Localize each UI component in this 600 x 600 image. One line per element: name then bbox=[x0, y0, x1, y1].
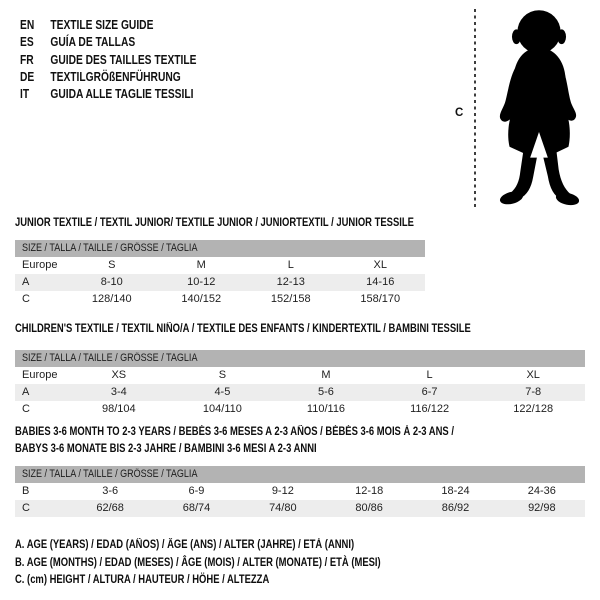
table-cell: 8-10 bbox=[100, 276, 123, 288]
table-cell: 5-6 bbox=[318, 386, 334, 398]
table-cell: 122/128 bbox=[513, 403, 554, 415]
table-cell: 158/170 bbox=[360, 293, 401, 305]
table-row bbox=[15, 257, 425, 274]
table-cell: M bbox=[196, 259, 206, 271]
table-title-babies-line2: BABYS 3-6 MONATE BIS 2-3 JAHRE / BAMBINI 3-6 MESI A 2-3 ANNI bbox=[15, 443, 317, 455]
baby-silhouette-icon bbox=[483, 7, 595, 208]
table-cell: M bbox=[321, 369, 331, 381]
table-row bbox=[15, 401, 585, 418]
table-cell: 116/122 bbox=[410, 403, 450, 415]
row-label: Europe bbox=[22, 369, 58, 381]
table-cell: 18-24 bbox=[441, 485, 470, 497]
lang-code: ES bbox=[20, 35, 34, 50]
row-label: A bbox=[22, 386, 30, 398]
table-cell: L bbox=[287, 259, 294, 271]
lang-label: TEXTILE SIZE GUIDE bbox=[50, 18, 154, 32]
table-cell: 24-36 bbox=[527, 485, 556, 497]
table-title-junior: JUNIOR TEXTILE / TEXTIL JUNIOR/ TEXTILE JUNIOR / JUNIORTEXTIL / JUNIOR TESSILE bbox=[15, 217, 414, 229]
table-cell: 80/86 bbox=[355, 502, 383, 514]
lang-label: GUIDA ALLE TAGLIE TESSILI bbox=[50, 87, 194, 102]
table-cell: S bbox=[218, 369, 227, 381]
lang-row-fr bbox=[20, 52, 197, 69]
lang-row-es bbox=[20, 34, 197, 51]
table-cell: 62/68 bbox=[96, 502, 124, 514]
table-row bbox=[15, 274, 425, 291]
table-cell: 74/80 bbox=[269, 502, 297, 514]
table-title-children: CHILDREN'S TEXTILE / TEXTIL NIÑO/A / TEXTILE DES ENFANTS / KINDERTEXTIL / BAMBINI TESSILE bbox=[15, 323, 471, 335]
table-cell: 14-16 bbox=[366, 276, 395, 288]
table-cell: 3-6 bbox=[102, 485, 119, 497]
height-measure-label: C bbox=[455, 107, 464, 119]
size-header-band: SIZE / TALLA / TAILLE / GRÖSSE / TAGLIA bbox=[15, 350, 585, 367]
table-cell: 68/74 bbox=[182, 502, 211, 514]
table-cell: 4-5 bbox=[214, 386, 231, 398]
lang-row-en bbox=[20, 17, 197, 34]
table-cell: 98/104 bbox=[101, 403, 136, 415]
size-header-band: SIZE / TALLA / TAILLE / GRÖSSE / TAGLIA bbox=[15, 466, 585, 483]
table-cell: L bbox=[426, 369, 433, 381]
table-cell: 140/152 bbox=[181, 293, 222, 305]
table-row bbox=[15, 291, 425, 308]
table-cell: 6-7 bbox=[421, 386, 438, 398]
lang-code: FR bbox=[20, 52, 34, 67]
row-label: A bbox=[22, 276, 30, 288]
junior-size-table bbox=[15, 240, 425, 308]
row-label: C bbox=[22, 293, 30, 305]
table-cell: XL bbox=[526, 369, 540, 381]
size-header-band: SIZE / TALLA / TAILLE / GRÖSSE / TAGLIA bbox=[15, 240, 425, 257]
table-cell: 6-9 bbox=[188, 485, 205, 497]
babies-table-rows bbox=[15, 483, 585, 517]
row-label: C bbox=[22, 502, 30, 514]
row-label: C bbox=[22, 403, 30, 415]
table-row bbox=[15, 483, 585, 500]
table-row bbox=[15, 384, 585, 401]
legend-note-a: A. AGE (YEARS) / EDAD (AÑOS) / ÂGE (ANS) / ALTER (JAHRE) / ETÀ (ANNI) bbox=[15, 539, 355, 551]
table-cell: 12-13 bbox=[276, 276, 305, 288]
lang-code: DE bbox=[20, 69, 35, 84]
lang-code: IT bbox=[20, 87, 30, 102]
table-title-babies-line1: BABIES 3-6 MONTH TO 2-3 YEARS / BEBÉS 3-6 MESES A 2-3 AÑOS / BÉBÉS 3-6 MOIS À 2-3 ANS / bbox=[15, 426, 454, 438]
lang-label: GUIDE DES TAILLES TEXTILE bbox=[50, 52, 197, 67]
row-label: Europe bbox=[22, 259, 58, 271]
lang-label: TEXTILGRÖßENFÜHRUNG bbox=[50, 69, 181, 84]
table-cell: XS bbox=[111, 369, 127, 381]
table-cell: XL bbox=[373, 259, 387, 271]
table-cell: 128/140 bbox=[91, 293, 132, 305]
junior-table-rows bbox=[15, 257, 425, 308]
table-cell: S bbox=[108, 259, 116, 271]
height-dashed-line bbox=[474, 9, 476, 208]
table-cell: 92/98 bbox=[528, 502, 556, 514]
language-list bbox=[20, 17, 197, 103]
table-row bbox=[15, 500, 585, 517]
table-cell: 104/110 bbox=[202, 403, 242, 415]
table-cell: 110/116 bbox=[306, 403, 346, 415]
table-cell: 7-8 bbox=[525, 386, 542, 398]
lang-code: EN bbox=[20, 18, 35, 32]
lang-row-de bbox=[20, 69, 197, 86]
legend-note-b: B. AGE (MONTHS) / EDAD (MESES) / ÂGE (MOIS) / ALTER (MONATE) / ETÀ (MESI) bbox=[15, 556, 381, 569]
legend-notes bbox=[15, 537, 381, 590]
table-cell: 86/92 bbox=[441, 502, 470, 514]
babies-size-table bbox=[15, 466, 585, 517]
table-cell: 9-12 bbox=[271, 485, 294, 497]
table-row bbox=[15, 367, 585, 384]
children-size-table bbox=[15, 350, 585, 418]
table-cell: 152/158 bbox=[270, 293, 311, 305]
lang-label: GUÍA DE TALLAS bbox=[50, 35, 136, 50]
children-table-rows bbox=[15, 367, 585, 418]
table-cell: 12-18 bbox=[355, 485, 384, 497]
lang-row-it bbox=[20, 86, 197, 103]
legend-note-c: C. (cm) HEIGHT / ALTURA / HAUTEUR / HÖHE / ALTEZZA bbox=[15, 574, 270, 586]
table-cell: 3-4 bbox=[110, 386, 127, 398]
row-label: B bbox=[22, 485, 30, 497]
table-cell: 10-12 bbox=[187, 276, 216, 288]
